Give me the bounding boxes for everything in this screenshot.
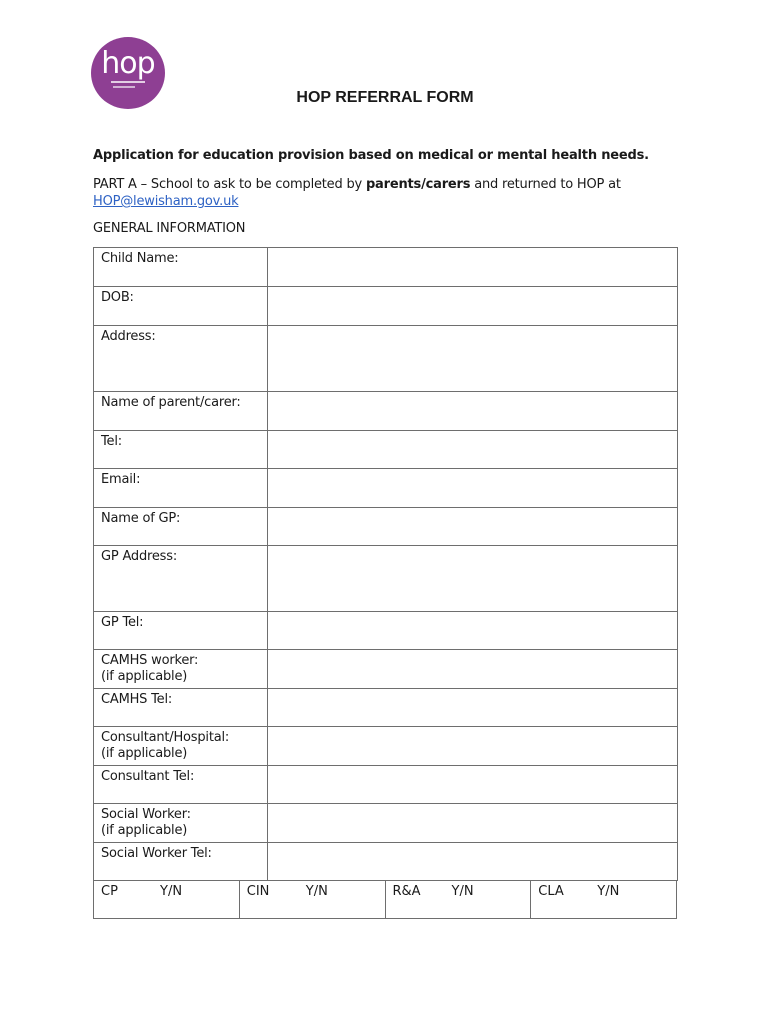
general-information-heading: GENERAL INFORMATION (93, 221, 246, 236)
child-name-label: Child Name: (94, 248, 268, 287)
gp-name-label: Name of GP: (94, 508, 268, 546)
flag-cla-cell[interactable] (531, 881, 676, 918)
consultant-hospital-note: (if applicable) (101, 746, 188, 761)
table-row (94, 508, 678, 546)
consultant-tel-label: Consultant Tel: (94, 766, 268, 804)
table-row (94, 804, 678, 843)
tel-label: Tel: (94, 431, 268, 469)
camhs-worker-label-text: CAMHS worker: (101, 653, 199, 668)
table-row (94, 766, 678, 804)
table-row (94, 727, 678, 766)
flag-cla-options: Y/N (597, 884, 620, 899)
status-flags-row (93, 881, 677, 919)
flag-cp-options: Y/N (160, 884, 183, 899)
flag-ra-label: R&A (392, 884, 421, 899)
address-field[interactable] (268, 326, 678, 392)
social-worker-note: (if applicable) (101, 823, 188, 838)
email-label: Email: (94, 469, 268, 508)
parent-carer-name-field[interactable] (268, 392, 678, 431)
table-row (94, 392, 678, 431)
social-worker-field[interactable] (268, 804, 678, 843)
table-row (94, 650, 678, 689)
table-row (94, 326, 678, 392)
page-title: HOP REFERRAL FORM (296, 89, 474, 106)
flag-ra-options: Y/N (451, 884, 474, 899)
flag-cp-cell[interactable] (94, 881, 240, 918)
table-row (94, 612, 678, 650)
form-subtitle: Application for education provision based on medical or mental health needs. (93, 148, 649, 163)
gp-name-field[interactable] (268, 508, 678, 546)
consultant-tel-field[interactable] (268, 766, 678, 804)
consultant-hospital-field[interactable] (268, 727, 678, 766)
logo-tagline-line (113, 86, 135, 88)
gp-tel-field[interactable] (268, 612, 678, 650)
camhs-tel-label: CAMHS Tel: (94, 689, 268, 727)
gp-address-field[interactable] (268, 546, 678, 612)
flag-cin-label: CIN (246, 884, 270, 899)
logo-text: hop (101, 46, 155, 81)
social-worker-tel-field[interactable] (268, 843, 678, 881)
social-worker-label-text: Social Worker: (101, 807, 191, 822)
table-row (94, 546, 678, 612)
child-name-field[interactable] (268, 248, 678, 287)
email-field[interactable] (268, 469, 678, 508)
table-row (94, 469, 678, 508)
parent-carer-name-label: Name of parent/carer: (94, 392, 268, 431)
address-label: Address: (94, 326, 268, 392)
flag-cp-label: CP (101, 884, 118, 899)
dob-label: DOB: (94, 287, 268, 326)
part-a-instructions (93, 176, 683, 210)
flag-cin-options: Y/N (305, 884, 328, 899)
table-row (94, 843, 678, 881)
consultant-hospital-label-text: Consultant/Hospital: (101, 730, 230, 745)
tel-field[interactable] (268, 431, 678, 469)
table-row (94, 431, 678, 469)
part-a-prefix: PART A – School to ask to be completed by (93, 177, 366, 192)
part-a-bold: parents/carers (365, 177, 471, 192)
table-row (94, 287, 678, 326)
flag-ra-cell[interactable] (386, 881, 532, 918)
logo-tagline-line (111, 81, 145, 83)
camhs-worker-note: (if applicable) (101, 669, 188, 684)
gp-address-label: GP Address: (94, 546, 268, 612)
flag-cin-cell[interactable] (240, 881, 386, 918)
camhs-worker-field[interactable] (268, 650, 678, 689)
table-row (94, 689, 678, 727)
table-row (94, 248, 678, 287)
camhs-tel-field[interactable] (268, 689, 678, 727)
flag-cla-label: CLA (538, 884, 564, 899)
gp-tel-label: GP Tel: (94, 612, 268, 650)
hop-email-link[interactable]: HOP@lewisham.gov.uk (93, 194, 239, 209)
camhs-worker-label (94, 650, 268, 689)
part-a-suffix: and returned to HOP at (470, 177, 621, 192)
social-worker-tel-label: Social Worker Tel: (94, 843, 268, 881)
consultant-hospital-label (94, 727, 268, 766)
social-worker-label (94, 804, 268, 843)
general-information-table (93, 247, 678, 881)
dob-field[interactable] (268, 287, 678, 326)
